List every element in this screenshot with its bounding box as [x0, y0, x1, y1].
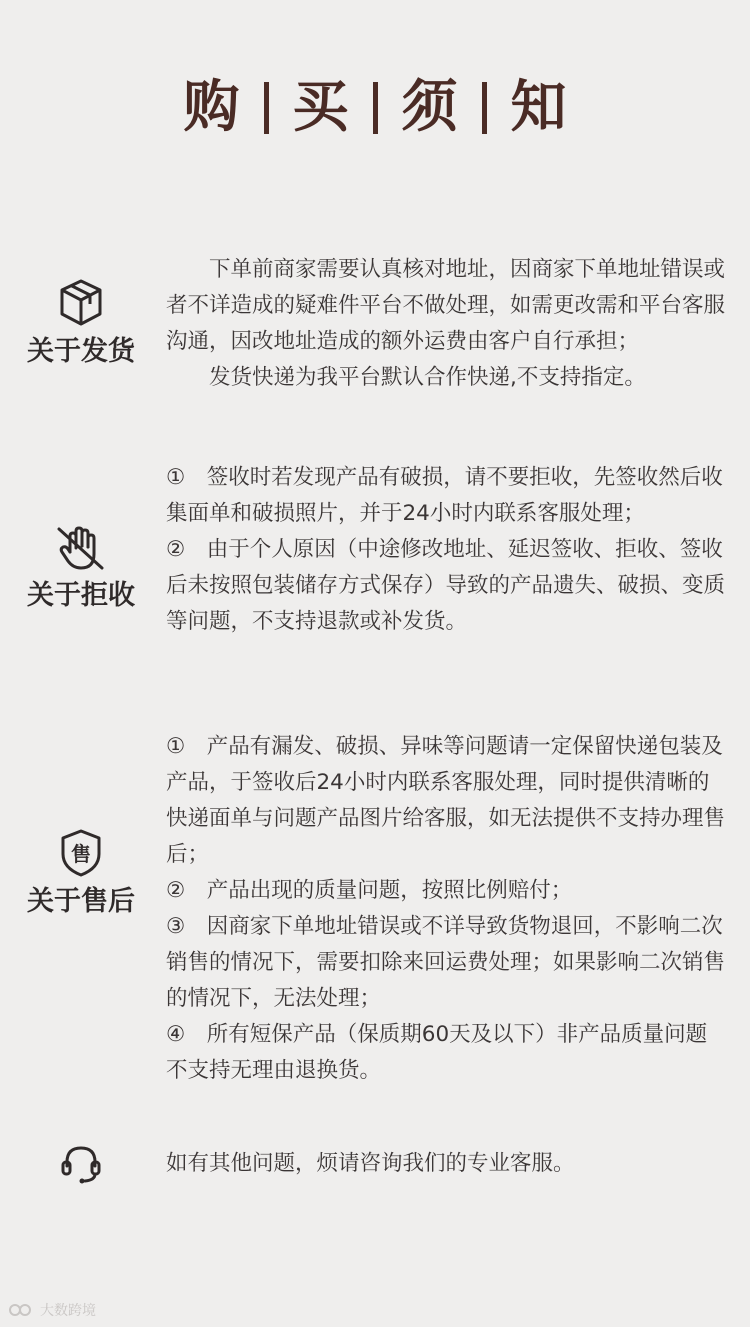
shield-icon-text: 售 — [71, 842, 91, 866]
paragraph: ③ 因商家下单地址错误或不详导致货物退回，不影响二次销售的情况下，需要扣除来回运费处理；如果影响二次销售的情况下，无法处理； — [166, 914, 726, 1011]
section-label: 关于拒收 — [27, 580, 135, 611]
section-contact-side — [0, 1142, 162, 1186]
watermark — [8, 1300, 96, 1320]
page-title — [0, 68, 750, 148]
section-shipping-body — [166, 252, 726, 396]
section-refusal-body — [166, 460, 726, 640]
watermark-logo-icon — [8, 1302, 36, 1318]
paragraph: ② 由于个人原因（中途修改地址、延迟签收、拒收、签收后未按照包装储存方式保存）导致的产品遗失、破损、变质等问题，不支持退款或补发货。 — [166, 537, 726, 634]
paragraph: 如有其他问题，烦请咨询我们的专业客服。 — [166, 1151, 575, 1176]
title-char: 买 — [292, 75, 349, 140]
paragraph: ② 产品出现的质量问题，按照比例赔付； — [166, 878, 573, 903]
after-sale-shield-icon — [59, 828, 103, 878]
paragraph: ① 签收时若发现产品有破损，请不要拒收，先签收然后收集面单和破损照片，并于24小时内联系客服处理； — [166, 465, 723, 526]
section-refusal-side — [0, 524, 162, 614]
title-char: 知 — [510, 75, 567, 140]
section-after-sales-side — [0, 828, 162, 920]
title-divider — [482, 82, 487, 134]
paragraph: 发货快递为我平台默认合作快递,不支持指定。 — [209, 365, 646, 390]
section-label: 关于售后 — [27, 886, 135, 917]
paragraph: ④ 所有短保产品（保质期60天及以下）非产品质量问题不支持无理由退换货。 — [166, 1022, 708, 1083]
title-char: 须 — [401, 75, 458, 140]
section-after-sales-body — [166, 729, 726, 1089]
package-box-icon — [58, 278, 104, 328]
paragraph: 下单前商家需要认真核对地址，因商家下单地址错误或者不详造成的疑难件平台不做处理，如需更改需和平台客服沟通，因改地址造成的额外运费由客户自行承担； — [166, 257, 726, 354]
section-shipping-side — [0, 278, 162, 370]
paragraph: ① 产品有漏发、破损、异味等问题请一定保留快递包装及产品，于签收后24小时内联系客服处理，同时提供清晰的快递面单与问题产品图片给客服，如无法提供不支持办理售后； — [166, 734, 726, 867]
title-divider — [264, 82, 269, 134]
title-divider — [373, 82, 378, 134]
section-label: 关于发货 — [27, 336, 135, 367]
section-contact-body — [166, 1146, 726, 1182]
title-char: 购 — [183, 75, 240, 140]
headset-icon — [59, 1142, 103, 1186]
refuse-hand-icon — [56, 524, 106, 572]
watermark-text: 大数跨境 — [40, 1303, 96, 1319]
